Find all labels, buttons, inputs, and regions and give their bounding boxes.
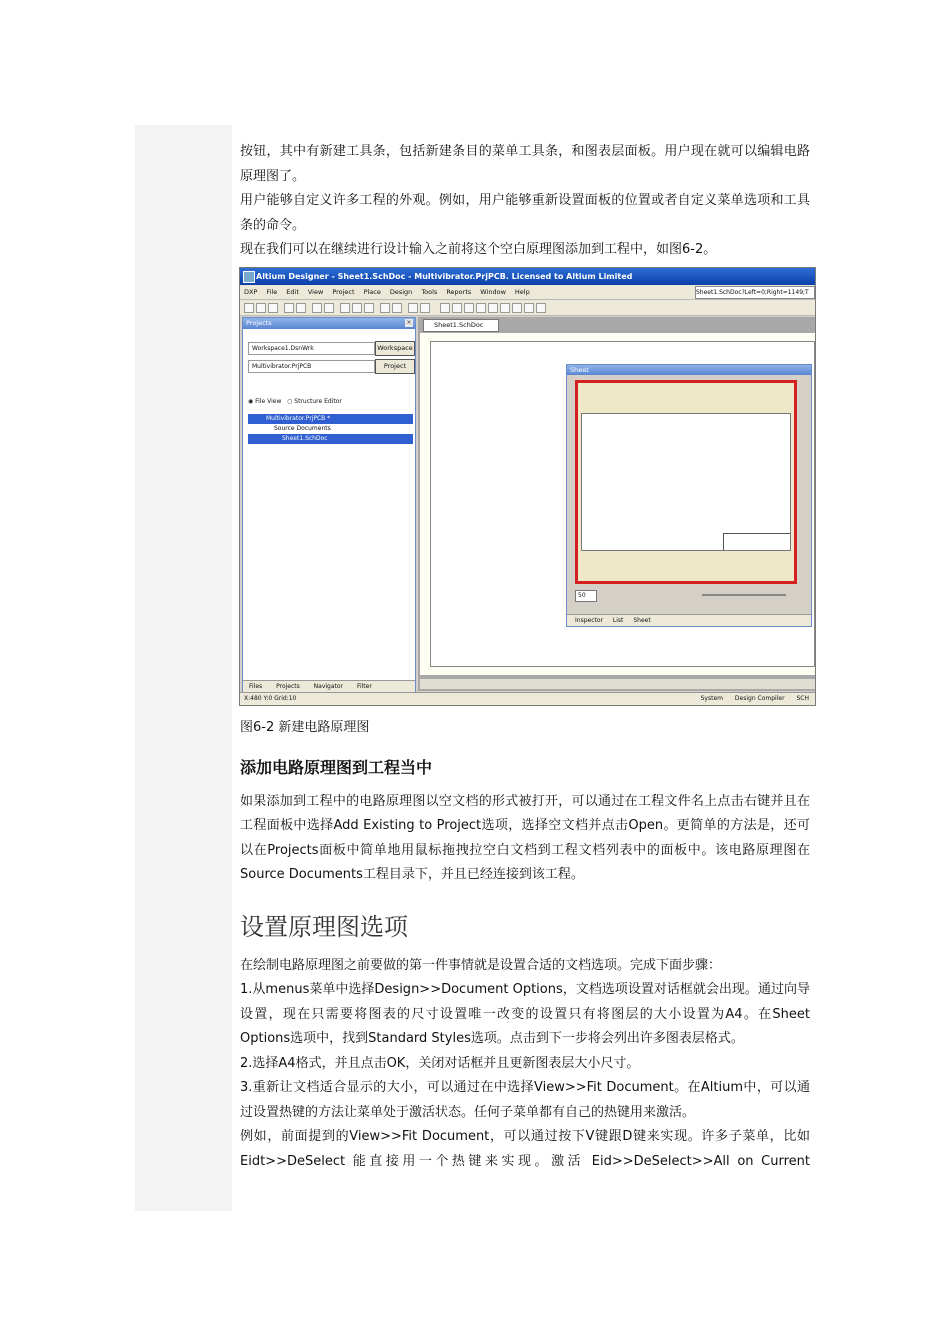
paragraph-options-2: 1.从menus菜单中选择Design>>Document Options，文档选项设置对话框就会出现。通过向导设置，现在只需要将图表的尺寸设置唯一改变的设置只有将图层的大小设置为A4。在Sheet Options选项中，找到Standard Styles选项。点击到下一步将会列出许多图表层格式。 xyxy=(240,982,810,1046)
tab-files[interactable]: Files xyxy=(249,682,263,690)
file-view-label[interactable]: File View xyxy=(255,397,282,405)
open-icon[interactable] xyxy=(256,303,266,313)
power-port-icon[interactable] xyxy=(476,303,486,313)
close-icon[interactable]: × xyxy=(406,318,412,326)
app-icon xyxy=(243,271,255,283)
paragraph-options-1: 在绘制电路原理图之前要做的第一件事情就是设置合适的文档选项。完成下面步骤： xyxy=(240,957,722,973)
menu-edit[interactable]: Edit xyxy=(286,287,299,296)
document-body xyxy=(240,140,810,1174)
projects-panel-title: Projects xyxy=(246,318,272,327)
menu-help[interactable]: Help xyxy=(514,287,530,296)
menu-file[interactable]: File xyxy=(266,287,278,296)
zoom-fit-icon[interactable] xyxy=(324,303,334,313)
altium-screenshot xyxy=(239,267,816,706)
tab-list[interactable]: List xyxy=(612,616,624,624)
menu-place[interactable]: Place xyxy=(363,287,381,296)
paragraph-2: 用户能够自定义许多工程的外观。例如，用户能够重新设置面板的位置或者自定义菜单选项和工具条的命令。 xyxy=(240,193,810,233)
port-icon[interactable] xyxy=(524,303,534,313)
section-heading-options: 设置原理图选项 xyxy=(240,912,408,941)
sheet-preview-title-block xyxy=(723,533,790,550)
file-view-radio-icon[interactable]: ◉ xyxy=(248,397,254,405)
project-field[interactable]: Multivibrator.PrjPCB xyxy=(248,360,375,373)
page-margin-strip xyxy=(135,125,232,1211)
zoom-input[interactable]: 50 xyxy=(575,590,597,602)
copy-icon[interactable] xyxy=(352,303,362,313)
menu-bar xyxy=(240,285,815,300)
document-area xyxy=(418,317,815,691)
zoom-icon[interactable] xyxy=(312,303,322,313)
panel-tabs xyxy=(243,680,415,692)
menu-dxp[interactable]: DXP xyxy=(244,287,258,296)
sheet-preview[interactable] xyxy=(575,380,797,584)
select-icon[interactable] xyxy=(380,303,390,313)
paste-icon[interactable] xyxy=(364,303,374,313)
status-coordinates: X:480 Y:0 Grid:10 xyxy=(244,694,297,702)
status-bar xyxy=(240,692,815,705)
tab-inspector[interactable]: Inspector xyxy=(575,616,603,624)
window-titlebar xyxy=(240,268,815,285)
part-icon[interactable] xyxy=(500,303,510,313)
section-heading-add: 添加电路原理图到工程当中 xyxy=(240,757,433,777)
figure-caption: 图6-2 新建电路原理图 xyxy=(240,719,370,735)
workspace-field[interactable]: Workspace1.DsnWrk xyxy=(248,342,375,355)
document-path-box[interactable]: Sheet1.SchDoc?Left=0;Right=1149;T xyxy=(695,286,815,299)
redo-icon[interactable] xyxy=(420,303,430,313)
print-icon[interactable] xyxy=(284,303,294,313)
menu-project[interactable]: Project xyxy=(332,287,355,296)
menu-design[interactable]: Design xyxy=(389,287,413,296)
sheet-preview-inner xyxy=(581,413,791,551)
tab-navigator[interactable]: Navigator xyxy=(313,682,344,690)
menu-view[interactable]: View xyxy=(307,287,324,296)
tree-item-sheet1[interactable]: Sheet1.SchDoc xyxy=(248,434,413,444)
tab-projects[interactable]: Projects xyxy=(276,682,300,690)
sheet-panel xyxy=(566,364,812,627)
save-icon[interactable] xyxy=(268,303,278,313)
status-buttons xyxy=(691,693,809,705)
paragraph-options-5: 例如，前面提到的View>>Fit Document，可以通过按下V键跟D键来实现。许多子菜单，比如Eidt>>DeSelect 能直接用一个热键来实现。激活 Eid>>DeSelect>>All on Current xyxy=(240,1129,810,1169)
zoom-slider[interactable] xyxy=(702,594,786,596)
wire-icon[interactable] xyxy=(440,303,450,313)
menu-tools[interactable]: Tools xyxy=(421,287,438,296)
view-mode-row xyxy=(248,398,342,405)
paragraph-3: 现在我们可以在继续进行设计输入之前将这个空白原理图添加到工程中，如图6-2。 xyxy=(240,242,717,257)
paragraph-options-3: 2.选择A4格式，并且点击OK，关闭对话框并且更新图表层大小尺寸。 xyxy=(240,1055,640,1071)
new-icon[interactable] xyxy=(244,303,254,313)
paragraph-add: 如果添加到工程中的电路原理图以空文档的形式被打开，可以通过在工程文件名上点击右键并且在工程面板中选择Add Existing to Project选项，选择空文档并点击Open。更简单的方法是，还可以在Projects面板中简单地用鼠标拖拽拉空白文档到工程文档列表中的面板中。该电路原理图在Source Documents工程目录下，并且已经连接到该工程。 xyxy=(240,793,810,882)
sheet-panel-title: Sheet xyxy=(567,365,811,375)
document-tab[interactable]: Sheet1.SchDoc xyxy=(423,319,499,332)
structure-editor-radio-icon[interactable]: ○ xyxy=(287,397,293,405)
project-tree xyxy=(248,414,413,444)
tree-item-project[interactable]: Multivibrator.PrjPCB * xyxy=(248,414,413,424)
preview-icon[interactable] xyxy=(296,303,306,313)
menu-reports[interactable]: Reports xyxy=(446,287,472,296)
no-erc-icon[interactable] xyxy=(536,303,546,313)
move-icon[interactable] xyxy=(392,303,402,313)
toolbar xyxy=(240,300,815,316)
tab-filter[interactable]: Filter xyxy=(356,682,372,690)
tree-item-source-documents[interactable]: Source Documents xyxy=(274,424,331,432)
paragraph-options-4: 3.重新让文档适合显示的大小，可以通过在中选择View>>Fit Document。在Altium中，可以通过设置热键的方法让菜单处于激活状态。任何子菜单都有自己的热键用来激活。 xyxy=(240,1080,810,1120)
structure-editor-label[interactable]: Structure Editor xyxy=(294,397,342,405)
undo-icon[interactable] xyxy=(408,303,418,313)
projects-panel xyxy=(242,317,416,693)
project-button[interactable]: Project xyxy=(375,359,415,374)
menu-window[interactable]: Window xyxy=(480,287,506,296)
bus-icon[interactable] xyxy=(452,303,462,313)
status-system[interactable]: System xyxy=(700,694,723,702)
ground-icon[interactable] xyxy=(488,303,498,313)
status-design-compiler[interactable]: Design Compiler xyxy=(734,694,785,702)
status-sch[interactable]: SCH xyxy=(796,694,809,702)
workspace-button[interactable]: Workspace xyxy=(375,341,415,356)
cut-icon[interactable] xyxy=(340,303,350,313)
tab-sheet[interactable]: Sheet xyxy=(633,616,651,624)
sheet-symbol-icon[interactable] xyxy=(512,303,522,313)
projects-panel-header xyxy=(243,318,415,329)
sheet-panel-tabs xyxy=(567,614,811,626)
net-label-icon[interactable] xyxy=(464,303,474,313)
paragraph-1: 按钮，其中有新建工具条，包括新建条目的菜单工具条，和图表层面板。用户现在就可以编辑电路原理图了。 xyxy=(240,144,810,184)
window-title: Altium Designer - Sheet1.SchDoc - Multivibrator.PrjPCB. Licensed to Altium Limited xyxy=(256,271,633,281)
horizontal-scrollbar[interactable] xyxy=(420,678,815,689)
